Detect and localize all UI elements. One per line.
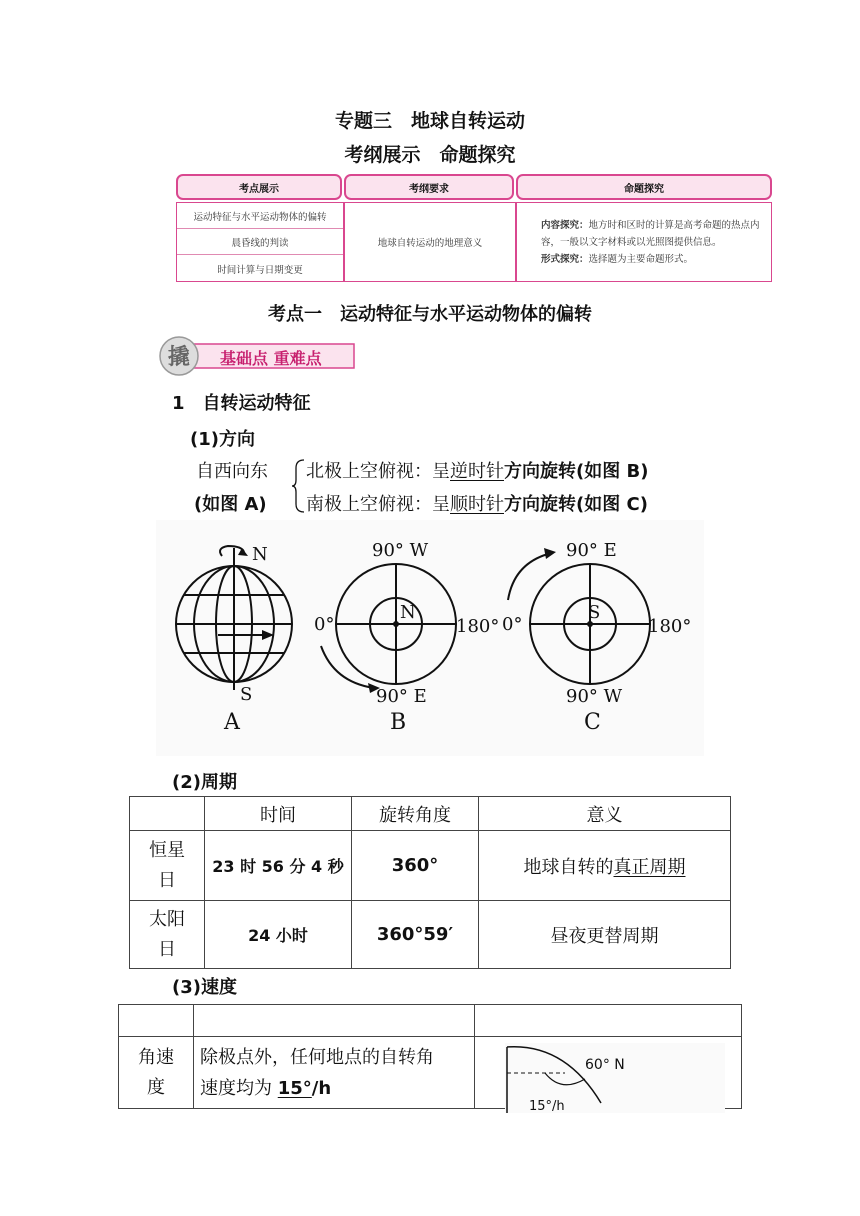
speed-desc-line: 除极点外，任何地点的自转角 xyxy=(200,1046,434,1068)
south-key: 顺时针 xyxy=(450,494,504,515)
form-label: 形式探究： xyxy=(541,254,589,265)
requirement-text: 地球自转运动的地理意义 xyxy=(377,238,483,249)
north-key: 逆时针 xyxy=(450,461,504,482)
rotation-figure xyxy=(156,520,704,756)
row-name-line: 太阳 xyxy=(149,908,185,930)
brace-icon xyxy=(292,458,306,514)
latitude-label: 60° N xyxy=(585,1057,625,1073)
table-row xyxy=(130,831,731,901)
circle-c-left: 0° xyxy=(502,614,523,635)
speed-table xyxy=(118,1004,742,1114)
meaning-cell xyxy=(479,901,731,969)
topic-item: 时间计算与日期变更 xyxy=(217,265,303,276)
circle-c-top: 90° E xyxy=(566,540,617,561)
north-tail: 方向旋转(如图 B) xyxy=(504,461,649,482)
col-header-topics: 考点展示 xyxy=(176,174,342,200)
header-cell: 时间 xyxy=(205,797,352,831)
globe-a-north: N xyxy=(252,544,268,565)
row-name-line: 日 xyxy=(158,938,176,960)
speed-figure-cell xyxy=(475,1037,742,1114)
table-row xyxy=(130,901,731,969)
header-cell: 旋转角度 xyxy=(352,797,479,831)
meaning-cell xyxy=(479,831,731,901)
banner-seal: 撬 xyxy=(167,345,190,370)
circle-b-bottom: 90° E xyxy=(376,686,427,707)
row-name xyxy=(130,901,205,969)
period-table xyxy=(129,796,731,969)
content-text: 地方时和区时的计算是高考命题的热点内容，一般以文字材料或以光照图提供信息。 xyxy=(541,220,760,248)
angle-cell: 360° xyxy=(352,831,479,901)
meaning-text: 地球自转的 xyxy=(523,856,614,878)
circle-c-bottom: 90° W xyxy=(566,686,623,707)
north-pole-view xyxy=(306,457,648,483)
south-text: 南极上空俯视：呈 xyxy=(306,494,450,515)
meaning-key: 真正周期 xyxy=(613,856,686,878)
circle-b-center: N xyxy=(400,602,416,623)
section-heading: 考点一 运动特征与水平运动物体的偏转 xyxy=(268,304,592,325)
content-label: 内容探究： xyxy=(541,220,589,231)
direction-label: 自西向东 xyxy=(196,461,268,482)
south-pole-view xyxy=(306,490,648,516)
header-cell xyxy=(194,1005,475,1037)
north-text: 北极上空俯视：呈 xyxy=(306,461,450,482)
speed-unit: /h xyxy=(311,1077,332,1099)
row-name xyxy=(130,831,205,901)
item-period-title: (2)周期 xyxy=(172,772,237,793)
topic-item: 晨昏线的判读 xyxy=(177,229,343,255)
direction-figure-ref: (如图 A) xyxy=(194,494,267,515)
circle-c-right: 180° xyxy=(648,616,692,637)
table-header-row xyxy=(130,797,731,831)
meaning-text: 昼夜更替周期 xyxy=(550,925,659,947)
header-cell xyxy=(119,1005,194,1037)
form-text: 选择题为主要命题形式。 xyxy=(588,254,694,265)
row-name-line: 度 xyxy=(147,1076,165,1098)
time-cell: 23 时 56 分 4 秒 xyxy=(205,831,352,901)
circle-b-left: 0° xyxy=(314,614,335,635)
caption-a: A xyxy=(224,710,240,735)
header-cell xyxy=(475,1005,742,1037)
page-title: 专题三 地球自转运动 xyxy=(334,110,525,132)
overview-table xyxy=(176,174,772,282)
speed-description xyxy=(194,1037,475,1109)
col-header-requirements: 考纲要求 xyxy=(344,174,514,200)
row-name-line: 恒星 xyxy=(149,839,185,861)
content-exploration xyxy=(525,217,763,251)
time-cell: 24 小时 xyxy=(205,901,352,969)
circle-b-right: 180° xyxy=(456,616,500,637)
speed-figure-label: 15°/h xyxy=(529,1099,565,1114)
banner-text: 基础点 重难点 xyxy=(220,349,322,368)
topics-column xyxy=(176,202,344,282)
circle-c-center: S xyxy=(588,602,601,623)
col-header-exploration: 命题探究 xyxy=(516,174,772,200)
page-subtitle: 考纲展示 命题探究 xyxy=(344,144,516,166)
requirement-cell xyxy=(344,202,516,282)
topic-item: 运动特征与水平运动物体的偏转 xyxy=(177,203,343,229)
form-exploration xyxy=(525,251,763,268)
subheading-rotation-features: 1 自转运动特征 xyxy=(172,393,311,414)
table-row xyxy=(119,1037,742,1109)
row-name-line: 日 xyxy=(158,869,176,891)
caption-b: B xyxy=(390,710,407,735)
key-points-banner xyxy=(158,334,356,376)
caption-c: C xyxy=(584,710,601,735)
speed-value: 15° xyxy=(277,1077,312,1099)
angle-cell: 360°59′ xyxy=(352,901,479,969)
header-cell: 意义 xyxy=(479,797,731,831)
speed-desc-text: 速度均为 xyxy=(200,1077,278,1099)
circle-b-top: 90° W xyxy=(372,540,429,561)
south-tail: 方向旋转(如图 C) xyxy=(504,494,648,515)
table-header-row xyxy=(119,1005,742,1037)
row-name xyxy=(119,1037,194,1109)
item-direction-title: (1)方向 xyxy=(190,429,255,450)
item-speed-title: (3)速度 xyxy=(172,977,237,998)
row-name-line: 角速 xyxy=(138,1046,174,1068)
header-cell xyxy=(130,797,205,831)
speed-table-grid xyxy=(118,1004,742,1114)
exploration-cell xyxy=(516,202,772,282)
globe-a-south: S xyxy=(240,684,253,705)
